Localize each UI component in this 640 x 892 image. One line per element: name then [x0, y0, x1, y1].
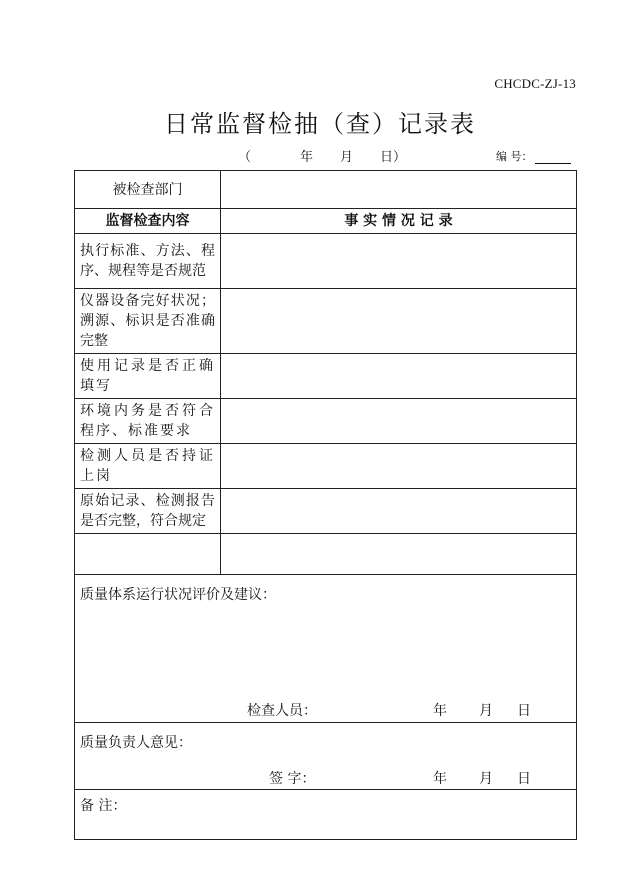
inspector-month: 月	[479, 703, 493, 719]
sign-year: 年	[433, 771, 447, 787]
responsible-signature-line	[269, 769, 531, 789]
department-label: 被检查部门	[75, 171, 221, 209]
sign-month: 月	[479, 771, 493, 787]
check-item-label: 检测人员是否持证上岗	[75, 444, 221, 489]
department-field[interactable]	[221, 171, 577, 209]
inspector-label: 检查人员：	[247, 703, 317, 719]
sign-label: 签 字：	[269, 771, 316, 787]
responsible-opinion-label: 质量负责人意见：	[80, 735, 192, 751]
inspector-year: 年	[433, 703, 447, 719]
date-open: （	[238, 150, 252, 165]
check-item-label: 使用记录是否正确填写	[75, 354, 221, 399]
evaluation-label: 质量体系运行状况评价及建议：	[80, 587, 276, 603]
check-item-record-field[interactable]	[221, 354, 577, 399]
check-item-record-field[interactable]	[221, 489, 577, 534]
inspector-day: 日	[517, 703, 531, 719]
check-item-record-field[interactable]	[221, 444, 577, 489]
date-day-field[interactable]: 日）	[380, 150, 407, 165]
date-line	[238, 146, 406, 165]
serial-number-field[interactable]	[535, 152, 571, 164]
check-item-label: 执行标准、方法、程序、规程等是否规范	[75, 234, 221, 289]
extra-item-field[interactable]	[75, 534, 221, 575]
check-item-record-field[interactable]	[221, 289, 577, 354]
check-item-label: 原始记录、检测报告是否完整，符合规定	[75, 489, 221, 534]
inspector-signature-line	[247, 701, 531, 721]
remark-label: 备 注：	[80, 798, 127, 814]
date-year-field[interactable]: 年	[300, 150, 314, 165]
sign-day: 日	[517, 771, 531, 787]
extra-record-field[interactable]	[221, 534, 577, 575]
column-header-item: 监督检查内容	[75, 209, 221, 234]
check-item-label: 环境内务是否符合程序、标准要求	[75, 399, 221, 444]
check-item-record-field[interactable]	[221, 399, 577, 444]
remark-section[interactable]	[75, 790, 577, 840]
date-month-field[interactable]: 月	[340, 150, 354, 165]
record-table	[74, 170, 577, 840]
serial-label: 编 号：	[496, 150, 533, 163]
check-item-record-field[interactable]	[221, 234, 577, 289]
document-code: CHCDC-ZJ-13	[494, 76, 576, 91]
serial-number	[496, 148, 571, 164]
check-item-label: 仪器设备完好状况；溯源、标识是否准确完整	[75, 289, 221, 354]
column-header-record: 事 实 情 况 记 录	[221, 209, 577, 234]
form-title: 日常监督检抽（查）记录表	[164, 110, 476, 138]
responsible-opinion-section[interactable]	[75, 723, 577, 790]
evaluation-section[interactable]	[75, 575, 577, 723]
